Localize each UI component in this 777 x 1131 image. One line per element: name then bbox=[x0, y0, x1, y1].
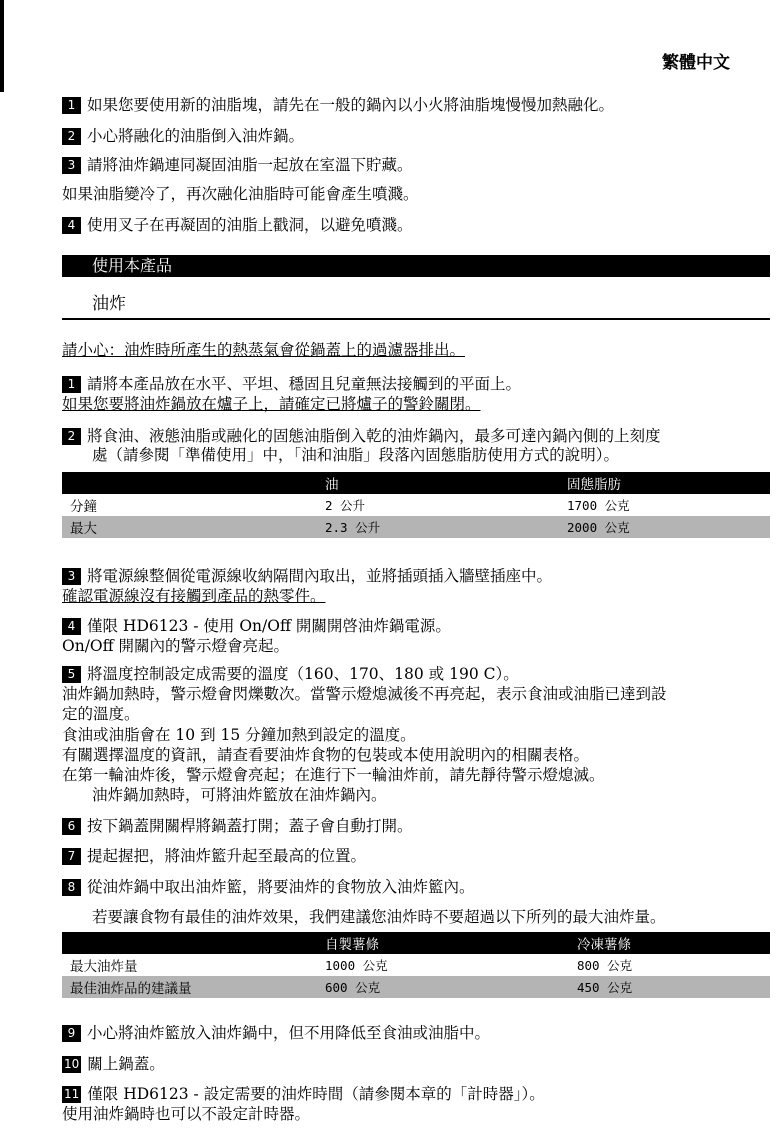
table-cell: 最大油炸量 bbox=[70, 959, 138, 975]
prep-step-2 bbox=[62, 127, 304, 145]
table-header-cell: 自製薯條 bbox=[317, 932, 569, 954]
prep-note: 如果油脂變冷了，再次融化油脂時可能會產生噴濺。 bbox=[62, 185, 419, 203]
table-cell: 450 公克 bbox=[569, 976, 770, 998]
step-1 bbox=[62, 375, 521, 393]
step-number: 6 bbox=[62, 818, 81, 835]
oil-fat-table bbox=[62, 472, 770, 538]
step-5-paragraph: 食油或油脂會在 10 到 15 分鐘加熱到設定的溫度。 bbox=[62, 726, 416, 744]
step-5 bbox=[62, 665, 519, 683]
step-5-paragraph: 定的溫度。 bbox=[62, 705, 140, 723]
step-text: 小心將油炸籃放入油炸鍋中，但不用降低至食油或油脂中。 bbox=[87, 1024, 491, 1042]
table-cell: 2.3 公升 bbox=[317, 516, 559, 538]
step-number: 5 bbox=[62, 666, 81, 683]
step-text: 請將本產品放在水平、平坦、穩固且兒童無法接觸到的平面上。 bbox=[87, 375, 522, 393]
step-4-note: On/Off 開關內的警示燈會亮起。 bbox=[62, 637, 290, 655]
language-label: 繁體中文 bbox=[662, 53, 730, 73]
step-1-note: 如果您要將油炸鍋放在爐子上，請確定已將爐子的警鈴關閉。 bbox=[62, 395, 481, 413]
step-number: 2 bbox=[62, 428, 81, 445]
step-5-paragraph: 在第一輪油炸後，警示燈會亮起；在進行下一輪油炸前，請先靜待警示燈熄滅。 bbox=[62, 766, 605, 784]
table-cell: 600 公克 bbox=[317, 976, 569, 998]
step-2-continued: 處（請參閱「準備使用」中，「油和油脂」段落內固態脂肪使用方式的說明）。 bbox=[92, 446, 620, 464]
table-row bbox=[62, 954, 770, 976]
step-2 bbox=[62, 427, 661, 445]
table-cell: 800 公克 bbox=[577, 958, 633, 973]
step-11-note: 使用油炸鍋時也可以不設定計時器。 bbox=[62, 1105, 311, 1123]
step-text: 提起握把，將油炸籃升起至最高的位置。 bbox=[87, 847, 367, 865]
page-edge-bar bbox=[0, 0, 4, 92]
prep-step-3 bbox=[62, 156, 413, 174]
step-text: 將食油、液態油脂或融化的固態油脂倒入乾的油炸鍋內，最多可達內鍋內側的上刻度 bbox=[87, 427, 661, 445]
step-text: 僅限 HD6123 - 使用 On/Off 開關開啓油炸鍋電源。 bbox=[87, 617, 451, 635]
table-cell: 最大 bbox=[62, 516, 317, 538]
step-number: 4 bbox=[62, 618, 81, 635]
step-number: 1 bbox=[62, 97, 81, 114]
table-cell: 1000 公克 bbox=[325, 958, 388, 973]
section-title-bar bbox=[62, 255, 770, 277]
table-cell: 最佳油炸品的建議量 bbox=[62, 976, 317, 998]
table-header-cell: 固態脂肪 bbox=[559, 472, 770, 494]
step-text: 將溫度控制設定成需要的溫度（160、170、180 或 190 C）。 bbox=[87, 665, 519, 683]
caution-text: 請小心：油炸時所產生的熱蒸氣會從鍋蓋上的過濾器排出。 bbox=[62, 341, 466, 359]
step-8-note: 若要讓食物有最佳的油炸效果，我們建議您油炸時不要超過以下所列的最大油炸量。 bbox=[92, 908, 666, 926]
section-rule bbox=[62, 318, 770, 320]
table-header-row bbox=[62, 472, 770, 494]
table-header-cell bbox=[62, 932, 317, 954]
step-text: 使用叉子在再凝固的油脂上戳洞，以避免噴濺。 bbox=[87, 216, 413, 234]
table-cell: 分鐘 bbox=[70, 499, 97, 515]
step-number: 11 bbox=[64, 1087, 80, 1101]
step-number: 3 bbox=[62, 157, 81, 174]
step-3-note: 確認電源線沒有接觸到產品的熱零件。 bbox=[62, 587, 326, 605]
step-8 bbox=[62, 878, 475, 896]
step-number: 8 bbox=[62, 879, 81, 896]
step-text: 從油炸鍋中取出油炸籃，將要油炸的食物放入油炸籃內。 bbox=[87, 878, 475, 896]
section-title: 使用本產品 bbox=[92, 256, 173, 275]
table-row bbox=[62, 494, 770, 516]
step-6 bbox=[62, 817, 413, 835]
step-5-paragraph: 有關選擇溫度的資訊，請查看要油炸食物的包裝或本使用說明內的相關表格。 bbox=[62, 746, 590, 764]
step-7 bbox=[62, 847, 366, 865]
table-header-cell bbox=[62, 472, 317, 494]
table-cell: 2 公升 bbox=[325, 498, 366, 513]
table-cell: 1700 公克 bbox=[567, 498, 630, 513]
step-4 bbox=[62, 617, 451, 635]
step-text: 將電源線整個從電源線收納隔間內取出，並將插頭插入牆壁插座中。 bbox=[87, 567, 553, 585]
step-10 bbox=[62, 1055, 165, 1073]
frying-quantity-table bbox=[62, 932, 770, 998]
step-text: 按下鍋蓋開關桿將鍋蓋打開；蓋子會自動打開。 bbox=[87, 817, 413, 835]
step-3 bbox=[62, 567, 552, 585]
step-5-paragraph: 油炸鍋加熱時，警示燈會閃爍數次。當警示燈熄滅後不再亮起，表示食油或油脂已達到設 bbox=[62, 685, 667, 703]
table-header-cell: 油 bbox=[317, 472, 559, 494]
step-text: 請將油炸鍋連同凝固油脂一起放在室溫下貯藏。 bbox=[87, 156, 413, 174]
step-9 bbox=[62, 1024, 490, 1042]
prep-step-4 bbox=[62, 216, 413, 234]
table-cell: 2000 公克 bbox=[559, 516, 770, 538]
subsection-title: 油炸 bbox=[92, 294, 126, 314]
prep-step-1 bbox=[62, 96, 614, 114]
table-row bbox=[62, 516, 770, 538]
table-row bbox=[62, 976, 770, 998]
step-5-paragraph: 油炸鍋加熱時，可將油炸籃放在油炸鍋內。 bbox=[92, 786, 387, 804]
table-header-cell: 冷凍薯條 bbox=[569, 932, 770, 954]
step-text: 關上鍋蓋。 bbox=[87, 1055, 165, 1073]
step-text: 如果您要使用新的油脂塊，請先在一般的鍋內以小火將油脂塊慢慢加熱融化。 bbox=[87, 96, 615, 114]
step-text: 小心將融化的油脂倒入油炸鍋。 bbox=[87, 127, 305, 145]
step-number: 1 bbox=[62, 376, 81, 393]
step-number: 2 bbox=[62, 128, 81, 145]
step-11 bbox=[62, 1085, 545, 1103]
step-number: 3 bbox=[62, 568, 81, 585]
step-number: 9 bbox=[62, 1025, 81, 1042]
step-number: 7 bbox=[62, 848, 81, 865]
step-text: 僅限 HD6123 - 設定需要的油炸時間（請參閱本章的「計時器」）。 bbox=[87, 1085, 545, 1103]
table-header-row bbox=[62, 932, 770, 954]
step-number: 4 bbox=[62, 217, 81, 234]
step-number: 10 bbox=[64, 1057, 80, 1071]
